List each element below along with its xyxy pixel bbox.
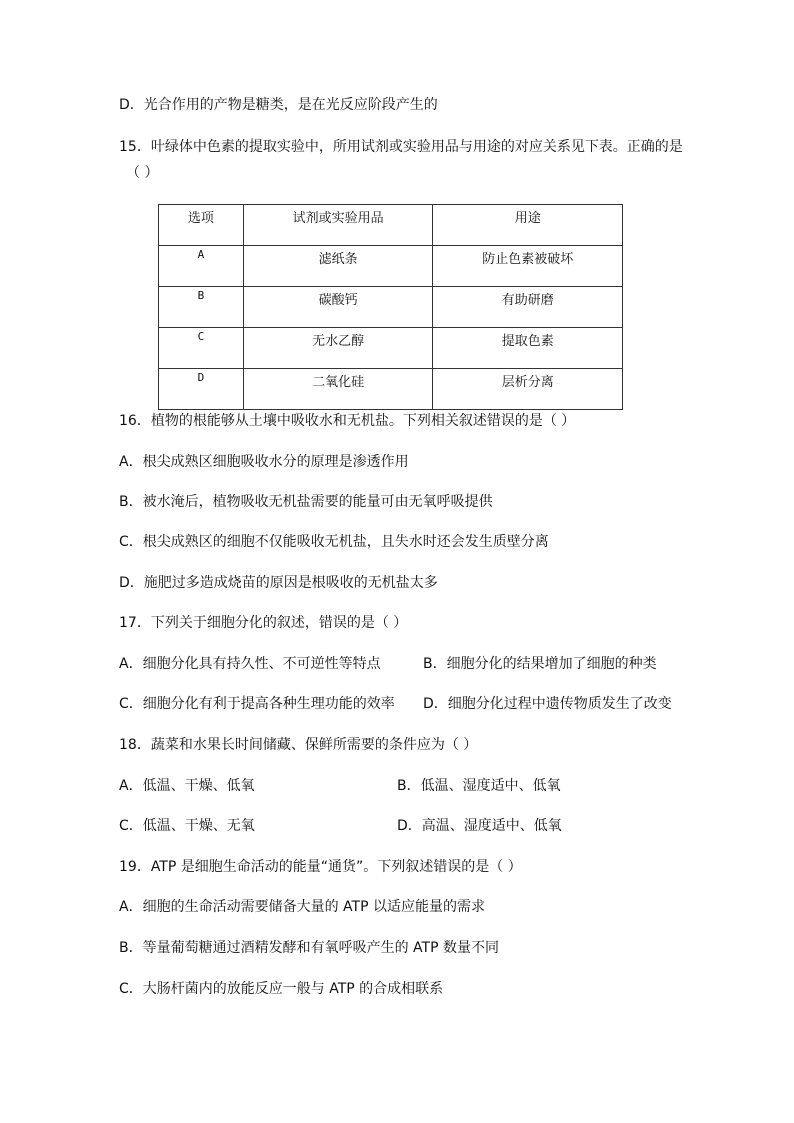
question-16-stem: 16．植物的根能够从土壤中吸收水和无机盐。下列相关叙述错误的是（ ） xyxy=(119,413,576,429)
question-16-option-b: B．被水淹后，植物吸收无机盐需要的能量可由无氧呼吸提供 xyxy=(119,494,493,510)
table-cell: 滤纸条 xyxy=(243,246,433,287)
table-cell: B xyxy=(159,287,244,328)
question-19-option-b: B．等量葡萄糖通过酒精发酵和有氧呼吸产生的 ATP 数量不同 xyxy=(119,940,499,956)
table-header-cell: 用途 xyxy=(433,205,623,246)
table-cell: C xyxy=(159,328,244,369)
question-17-stem: 17．下列关于细胞分化的叙述，错误的是（ ） xyxy=(119,615,408,631)
table-row xyxy=(159,246,623,287)
table-row xyxy=(159,369,623,410)
table-cell: 有助研磨 xyxy=(433,287,623,328)
table-row xyxy=(159,328,623,369)
table-row xyxy=(159,287,623,328)
question-16-option-a: A．根尖成熟区细胞吸收水分的原理是渗透作用 xyxy=(119,454,409,470)
question-16-option-c: C．根尖成熟区的细胞不仅能吸收无机盐，且失水时还会发生质壁分离 xyxy=(119,534,549,550)
question-17-option-d: D．细胞分化过程中遗传物质发生了改变 xyxy=(423,696,672,712)
question-19-option-c: C．大肠杆菌内的放能反应一般与 ATP 的合成相联系 xyxy=(119,981,444,997)
table-cell: 层析分离 xyxy=(433,369,623,410)
table-cell: 二氧化硅 xyxy=(243,369,433,410)
reagent-usage-table xyxy=(158,204,623,410)
table-header-cell: 选项 xyxy=(159,205,244,246)
table-cell: 防止色素被破坏 xyxy=(433,246,623,287)
table-cell: D xyxy=(159,369,244,410)
question-18-option-c: C．低温、干燥、无氧 xyxy=(119,818,255,834)
table-cell: 提取色素 xyxy=(433,328,623,369)
question-17-option-b: B．细胞分化的结果增加了细胞的种类 xyxy=(423,656,657,672)
question-19-stem: 19．ATP 是细胞生命活动的能量“通货”。下列叙述错误的是（ ） xyxy=(119,859,522,875)
question-18-option-a: A．低温、干燥、低氧 xyxy=(119,778,255,794)
question-15-paren: （ ） xyxy=(126,165,159,181)
question-16-option-d: D．施肥过多造成烧苗的原因是根吸收的无机盐太多 xyxy=(119,575,438,591)
question-17-option-a: A．细胞分化具有持久性、不可逆性等特点 xyxy=(119,656,381,672)
table-cell: A xyxy=(159,246,244,287)
question-18-option-b: B．低温、湿度适中、低氧 xyxy=(397,778,561,794)
question-15-stem: 15．叶绿体中色素的提取实验中，所用试剂或实验用品与用途的对应关系见下表。正确的是 xyxy=(119,139,683,155)
question-14-option-d: D．光合作用的产物是糖类，是在光反应阶段产生的 xyxy=(119,97,438,113)
question-17-option-c: C．细胞分化有利于提高各种生理功能的效率 xyxy=(119,696,395,712)
question-18-option-d: D．高温、湿度适中、低氧 xyxy=(397,818,562,834)
question-19-option-a: A．细胞的生命活动需要储备大量的 ATP 以适应能量的需求 xyxy=(119,899,485,915)
table-header-row xyxy=(159,205,623,246)
table-cell: 碳酸钙 xyxy=(243,287,433,328)
table-cell: 无水乙醇 xyxy=(243,328,433,369)
table-header-cell: 试剂或实验用品 xyxy=(243,205,433,246)
question-18-stem: 18．蔬菜和水果长时间储藏、保鲜所需要的条件应为（ ） xyxy=(119,737,478,753)
